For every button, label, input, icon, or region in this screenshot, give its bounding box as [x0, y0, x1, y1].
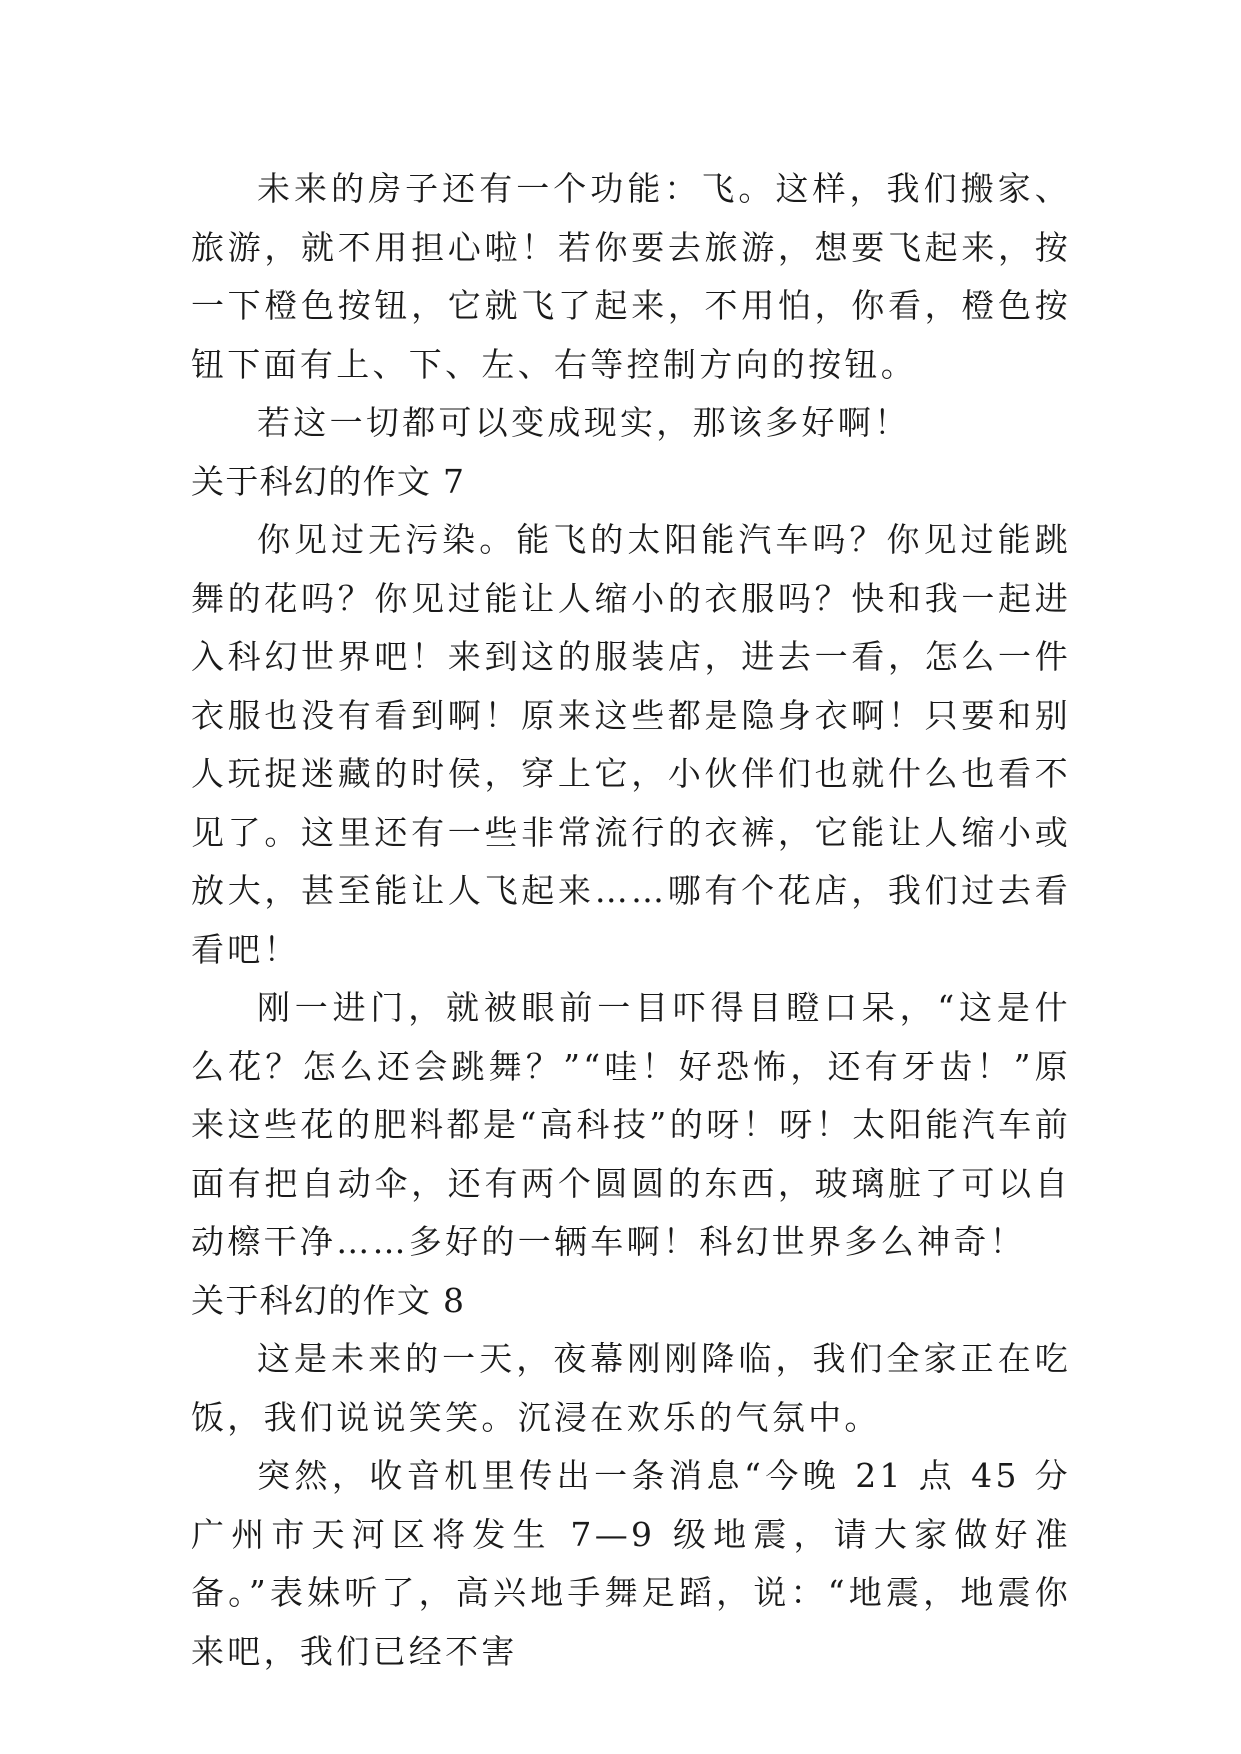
- essay-heading-8: 关于科幻的作文 8: [191, 1280, 466, 1320]
- document-body: [191, 160, 1071, 1681]
- paragraph-earthquake-news: 突然，收音机里传出一条消息“今晚 21 点 45 分广州市天河区将发生 7—9 级地震，请大家做好准备。”表妹听了，高兴地手舞足蹈，说：“地震，地震你来吧，我们已经不害: [191, 1456, 1071, 1671]
- paragraph-sci-fi-world: 你见过无污染。能飞的太阳能汽车吗？你见过能跳舞的花吗？你见过能让人缩小的衣服吗？快和我一起进入科幻世界吧！来到这的服装店，进去一看，怎么一件衣服也没有看到啊！原来这些都是隐身衣啊！只要和别人玩捉迷藏的时侯，穿上它，小伙伴们也就什么也看不见了。这里还有一些非常流行的衣裤，它能让人缩小或放大，甚至能让人飞起来……哪有个花店，我们过去看看吧！: [191, 520, 1071, 969]
- paragraph-wish: 若这一切都可以变成现实，那该多好啊！: [257, 403, 911, 442]
- essay-heading-7: 关于科幻的作文 7: [191, 461, 466, 501]
- paragraph-flower-shop: 刚一进门，就被眼前一目吓得目瞪口呆，“这是什么花？怎么还会跳舞？”“哇！好恐怖，还有牙齿！”原来这些花的肥料都是“高科技”的呀！呀！太阳能汽车前面有把自动伞，还有两个圆圆的东西，玻璃脏了可以自动檫干净……多好的一辆车啊！科幻世界多么神奇！: [191, 988, 1071, 1261]
- paragraph-flying-house: 未来的房子还有一个功能：飞。这样，我们搬家、旅游，就不用担心啦！若你要去旅游，想要飞起来，按一下橙色按钮，它就飞了起来，不用怕，你看，橙色按钮下面有上、下、左、右等控制方向的按钮。: [191, 169, 1071, 384]
- paragraph-future-day: 这是未来的一天，夜幕刚刚降临，我们全家正在吃饭，我们说说笑笑。沉浸在欢乐的气氛中。: [191, 1339, 1071, 1437]
